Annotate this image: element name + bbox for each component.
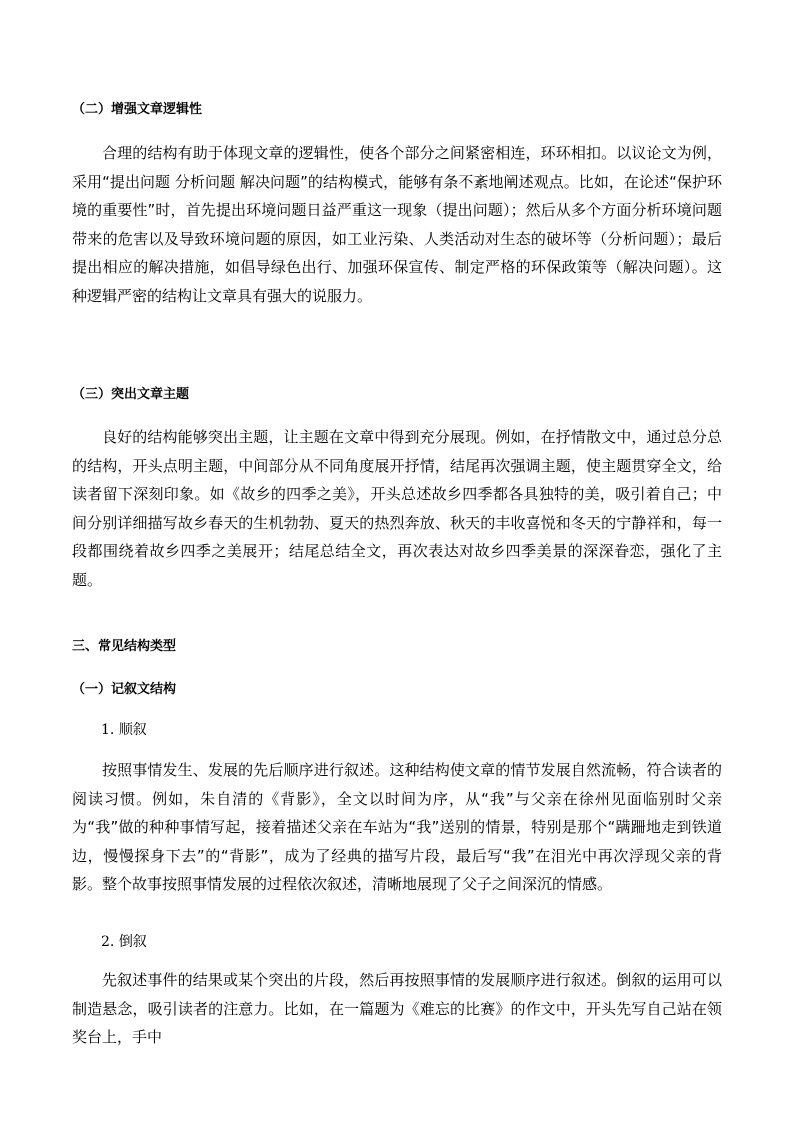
paragraph-sequential: 按照事情发生、发展的先后顺序进行叙述。这种结构使文章的情节发展自然流畅，符合读者的阅读习惯。例如，朱自清的《背影》，全文以时间为序，从“我”与父亲在徐州见面临别时父亲为“我”做的种种事情写起，接着描述父亲在车站为“我”送别的情景，特别是那个“蹒跚地走到铁道边，慢慢探身下去”的“背影”，成为了经典的描写片段，最后写“我”在泪光中再次浮现父亲的背影。整个故事按照事情发展的过程依次叙述，清晰地展现了父子之间深沉的情感。	[72, 761, 722, 894]
paragraph-flashback: 先叙述事件的结果或某个突出的片段，然后再按照事情的发展顺序进行叙述。倒叙的运用可以制造悬念，吸引读者的注意力。比如，在一篇题为《难忘的比赛》的作文中，开头先写自己站在领奖台上，手中	[72, 971, 722, 1047]
heading-enhance-logic: （二）增强文章逻辑性	[72, 102, 203, 117]
list-label: 倒叙	[118, 934, 147, 950]
heading-highlight-theme: （三）突出文章主题	[72, 387, 190, 402]
list-number: 1.	[101, 722, 115, 738]
paragraph-theme: 良好的结构能够突出主题，让主题在文章中得到充分展现。例如，在抒情散文中，通过总分总的结构，开头点明主题，中间部分从不同角度展开抒情，结尾再次强调主题，使主题贯穿全文，给读者留下深刻印象。如《故乡的四季之美》，开头总述故乡四季都各具独特的美，吸引着自己；中间分别详细描写故乡春天的生机勃勃、夏天的热烈奔放、秋天的丰收喜悦和冬天的宁静祥和，每一段都围绕着故乡四季之美展开；结尾总结全文，再次表达对故乡四季美景的深深眷恋，强化了主题。	[72, 428, 722, 589]
list-number: 2.	[101, 934, 115, 950]
heading-common-structure-types: 三、常见结构类型	[72, 639, 177, 654]
list-label: 顺叙	[118, 722, 147, 738]
list-item-flashback	[101, 932, 147, 952]
list-item-sequential	[101, 720, 147, 740]
heading-narrative-structure: （一）记叙文结构	[72, 682, 177, 697]
paragraph-logic: 合理的结构有助于体现文章的逻辑性，使各个部分之间紧密相连，环环相扣。以议论文为例，采用“提出问题 分析问题 解决问题”的结构模式，能够有条不紊地阐述观点。比如，在论述“保护环境的重要性”时，首先提出环境问题日益严重这一现象（提出问题）；然后从多个方面分析环境问题带来的危害以及导致环境问题的原因，如工业污染、人类活动对生态的破坏等（分析问题）；最后提出相应的解决措施，如倡导绿色出行、加强环保宣传、制定严格的环保政策等（解决问题）。这种逻辑严密的结构让文章具有强大的说服力。	[72, 144, 722, 305]
